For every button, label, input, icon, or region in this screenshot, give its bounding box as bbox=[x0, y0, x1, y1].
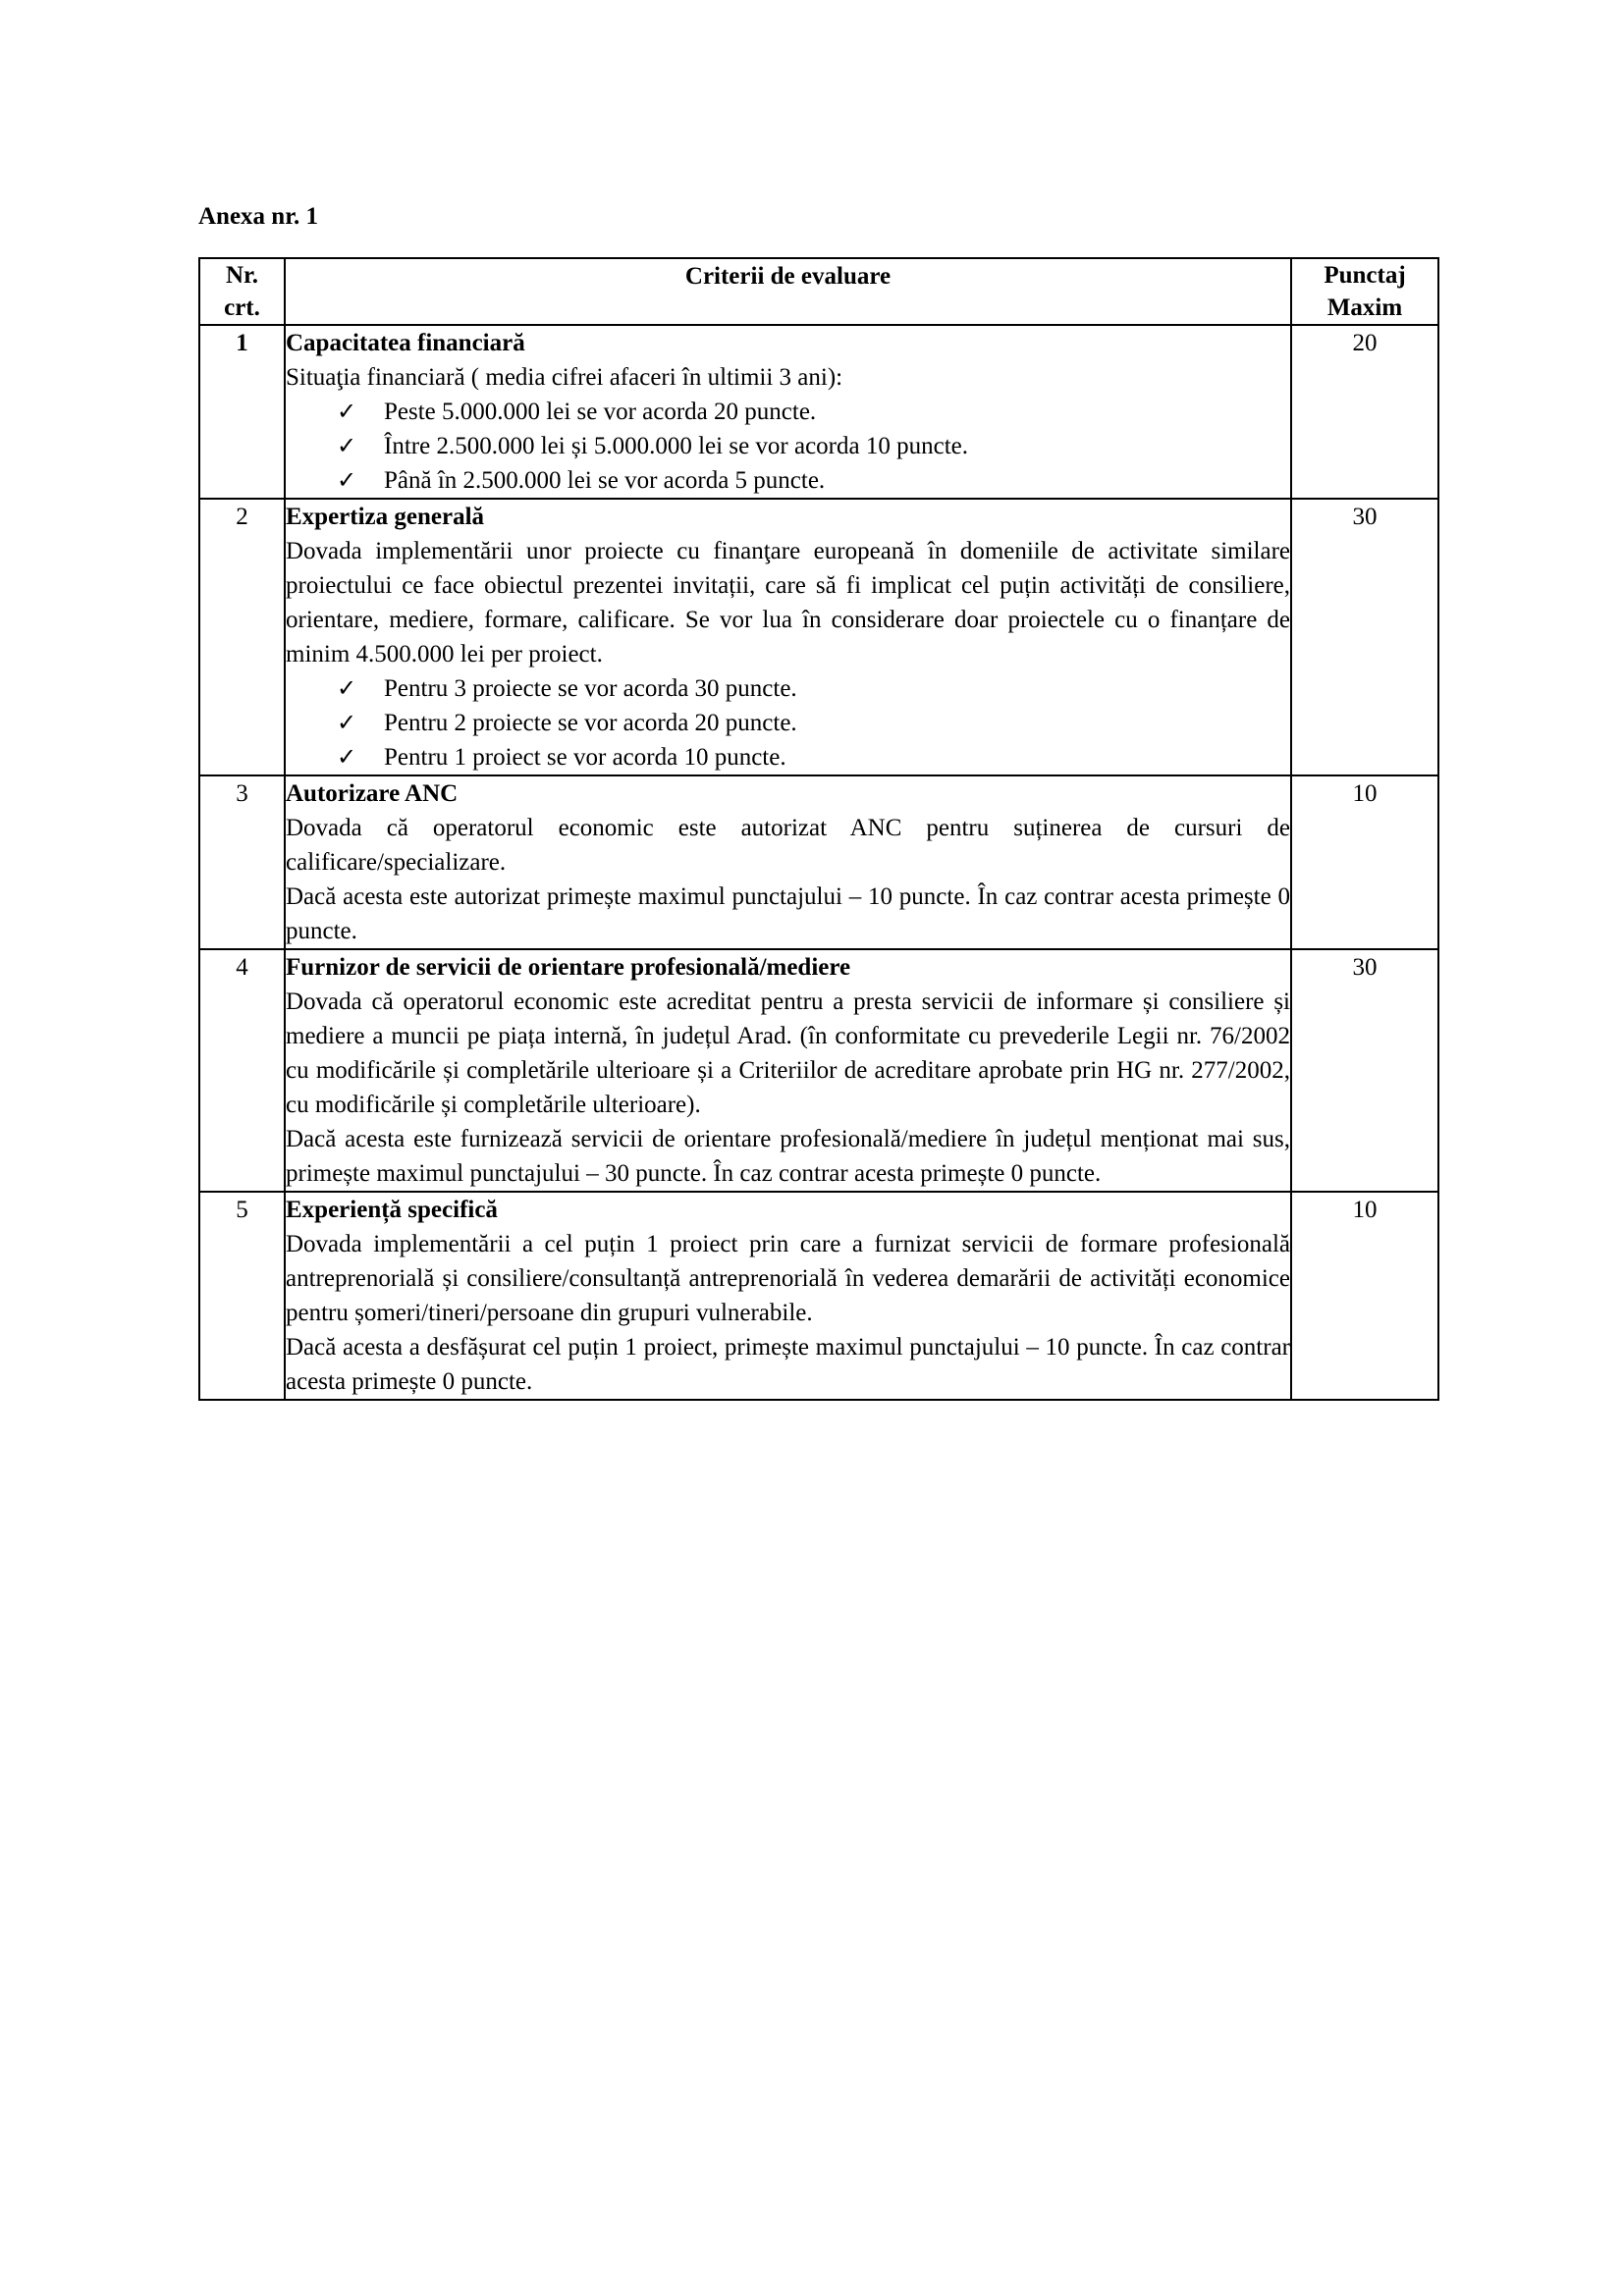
max-points: 30 bbox=[1291, 949, 1438, 1192]
table-row bbox=[199, 949, 1438, 1192]
row-number: 1 bbox=[199, 325, 285, 499]
row-number: 4 bbox=[199, 949, 285, 1192]
check-icon: ✓ bbox=[337, 466, 357, 494]
bullet-text: Până în 2.500.000 lei se vor acorda 5 puncte. bbox=[384, 467, 826, 494]
table-row bbox=[199, 325, 1438, 499]
criterion-paragraph: Dovada că operatorul economic este acreditat pentru a presta servicii de informare și consiliere și mediere a muncii pe piața internă, în județul Arad. (în conformitate cu prevederile Legii nr. 76/2002 cu modificările și completările ulterioare și a Criteriilor de acreditare aprobate prin HG nr. 277/2002, cu modificările și completările ulterioare). bbox=[286, 988, 1290, 1118]
criterion-paragraph: Dovada că operatorul economic este autorizat ANC pentru suținerea de cursuri de calificare/specializare. bbox=[286, 815, 1290, 876]
list-item bbox=[337, 429, 1290, 463]
criterion-title: Furnizor de servicii de orientare profesională/mediere bbox=[286, 954, 851, 981]
list-item bbox=[337, 740, 1290, 774]
list-item bbox=[337, 706, 1290, 740]
criterion-cell bbox=[285, 775, 1291, 949]
check-icon: ✓ bbox=[337, 398, 357, 425]
list-item bbox=[337, 395, 1290, 429]
max-points: 30 bbox=[1291, 499, 1438, 775]
row-number: 2 bbox=[199, 499, 285, 775]
check-icon: ✓ bbox=[337, 432, 357, 459]
header-nr-crt bbox=[199, 258, 285, 325]
bullet-text: Pentru 3 proiecte se vor acorda 30 puncte. bbox=[384, 675, 797, 702]
row-number: 3 bbox=[199, 775, 285, 949]
bullet-text: Pentru 1 proiect se vor acorda 10 puncte. bbox=[384, 744, 786, 771]
row-number: 5 bbox=[199, 1192, 285, 1400]
criterion-cell bbox=[285, 325, 1291, 499]
max-points: 20 bbox=[1291, 325, 1438, 499]
criterion-bullet-list bbox=[286, 671, 1290, 774]
criterion-title: Capacitatea financiară bbox=[286, 330, 525, 356]
evaluation-criteria-table bbox=[198, 257, 1439, 1401]
criterion-title: Expertiza generală bbox=[286, 504, 485, 530]
header-nr-line1: Nr. bbox=[225, 262, 259, 289]
criterion-paragraph: Dacă acesta este autorizat primește maximul punctajului – 10 puncte. În caz contrar acesta primește 0 puncte. bbox=[286, 883, 1290, 944]
criterion-paragraph: Dacă acesta a desfășurat cel puțin 1 proiect, primește maximul punctajului – 10 puncte. În caz contrar acesta primește 0 puncte. bbox=[286, 1334, 1290, 1395]
header-criteria: Criterii de evaluare bbox=[285, 258, 1291, 325]
criterion-paragraph: Dovada implementării a cel puțin 1 proiect prin care a furnizat servicii de formare profesională antreprenorială și consiliere/consultanță antreprenorială în vederea demarării de activități economice pentru șomeri/tineri/persoane din grupuri vulnerabile. bbox=[286, 1231, 1290, 1326]
header-points-line1: Punctaj bbox=[1324, 262, 1406, 289]
bullet-text: Pentru 2 proiecte se vor acorda 20 puncte. bbox=[384, 710, 797, 736]
table-row bbox=[199, 1192, 1438, 1400]
table-header-row bbox=[199, 258, 1438, 325]
header-nr-line2: crt. bbox=[224, 294, 260, 321]
table-row bbox=[199, 499, 1438, 775]
criterion-paragraph: Situaţia financiară ( media cifrei afaceri în ultimii 3 ani): bbox=[286, 364, 843, 391]
check-icon: ✓ bbox=[337, 709, 357, 736]
criterion-title: Experiență specifică bbox=[286, 1197, 498, 1223]
criterion-cell bbox=[285, 1192, 1291, 1400]
list-item bbox=[337, 463, 1290, 498]
header-points-line2: Maxim bbox=[1326, 294, 1403, 321]
criterion-title: Autorizare ANC bbox=[286, 780, 459, 807]
annex-title: Anexa nr. 1 bbox=[198, 203, 319, 230]
table-row bbox=[199, 775, 1438, 949]
criterion-cell bbox=[285, 949, 1291, 1192]
criterion-bullet-list bbox=[286, 395, 1290, 498]
criterion-paragraph: Dacă acesta este furnizează servicii de orientare profesională/mediere în județul menționat mai sus, primește maximul punctajului – 30 puncte. În caz contrar acesta primește 0 puncte. bbox=[286, 1126, 1290, 1187]
criterion-paragraph: Dovada implementării unor proiecte cu finanţare europeană în domeniile de activitate similare proiectului ce face obiectul prezentei invitații, care să fi implicat cel puțin activități de consiliere, orientare, mediere, formare, calificare. Se vor lua în considerare doar proiectele cu o finanțare de minim 4.500.000 lei per proiect. bbox=[286, 538, 1290, 667]
bullet-text: Între 2.500.000 lei și 5.000.000 lei se vor acorda 10 puncte. bbox=[384, 433, 968, 459]
max-points: 10 bbox=[1291, 1192, 1438, 1400]
max-points: 10 bbox=[1291, 775, 1438, 949]
header-max-points bbox=[1291, 258, 1438, 325]
list-item bbox=[337, 671, 1290, 706]
bullet-text: Peste 5.000.000 lei se vor acorda 20 puncte. bbox=[384, 399, 817, 425]
check-icon: ✓ bbox=[337, 743, 357, 771]
check-icon: ✓ bbox=[337, 674, 357, 702]
criterion-cell bbox=[285, 499, 1291, 775]
